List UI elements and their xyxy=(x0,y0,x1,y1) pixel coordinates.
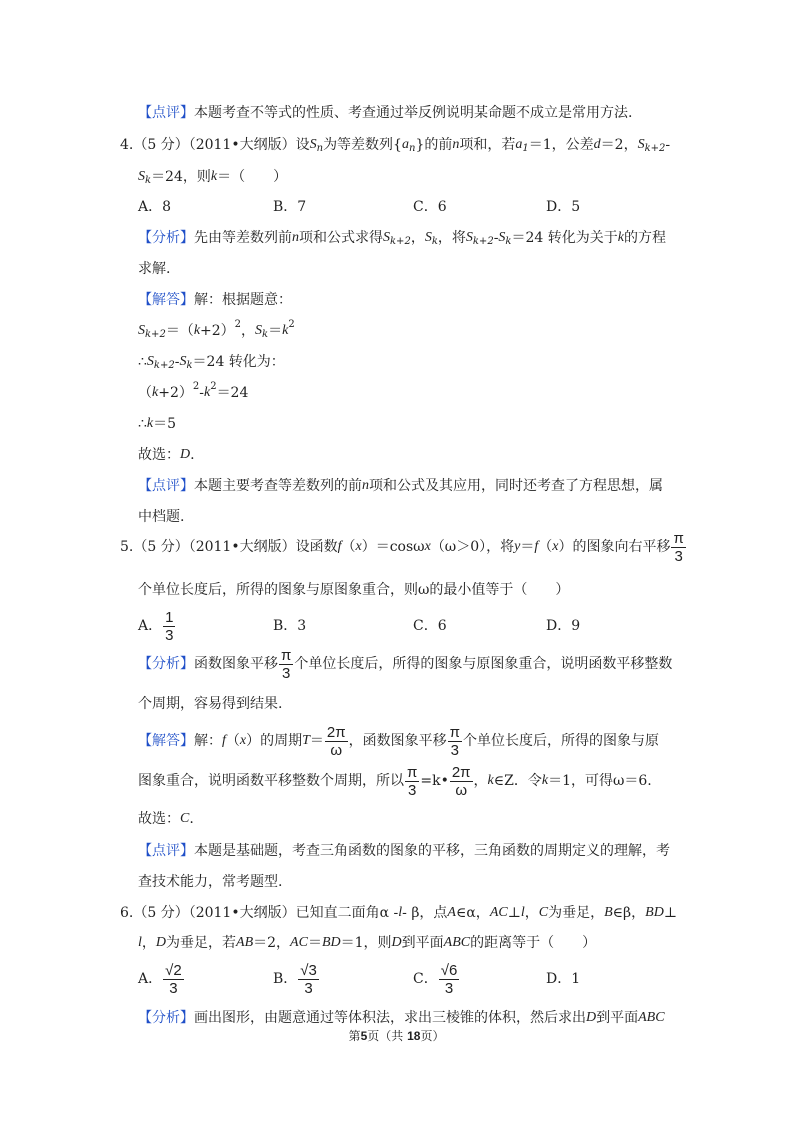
text: ＝1，可得ω＝6. xyxy=(548,773,652,789)
option-B xyxy=(273,615,306,637)
text: D．5 xyxy=(546,199,581,215)
text: ＝24 xyxy=(216,385,249,401)
numerator: π xyxy=(673,529,684,547)
option-A xyxy=(138,609,176,644)
text: ， xyxy=(241,323,256,339)
text: 为垂足，若 xyxy=(166,935,237,951)
section-tag: 【解答】 xyxy=(138,292,194,308)
math-variable: ABC xyxy=(638,1010,665,1025)
numerator: π xyxy=(449,723,460,741)
text-line xyxy=(138,227,666,249)
text: 个单位长度后，所得的图象与原图象重合，说明函数平移整数 xyxy=(294,656,673,672)
math-variable: f xyxy=(337,539,342,554)
math-variable: S xyxy=(465,230,473,245)
text: （ω＞0），将 xyxy=(430,539,515,555)
math-variable: k xyxy=(487,773,494,788)
text: 故选： xyxy=(138,811,180,827)
denominator: 3 xyxy=(444,979,454,997)
option-D xyxy=(546,196,580,218)
subscript: 1 xyxy=(522,143,529,154)
text: ， xyxy=(524,905,539,921)
denominator: 3 xyxy=(169,979,178,997)
math-variable: k xyxy=(617,230,624,245)
text: A． xyxy=(138,618,163,634)
text: ＝2， xyxy=(253,935,291,951)
text-line xyxy=(138,646,673,682)
math-variable: n xyxy=(292,230,299,245)
section-tag: 【分析】 xyxy=(138,230,194,246)
denominator: ω xyxy=(330,741,343,759)
text: ＝24 转化为： xyxy=(192,354,285,370)
text-line xyxy=(138,840,670,862)
numerator: √2 xyxy=(165,961,182,979)
math-variable: k xyxy=(152,385,159,400)
text-line xyxy=(138,579,569,601)
text: 的距离等于（ ） xyxy=(470,935,597,951)
text-line xyxy=(138,1007,665,1029)
text: ）＝cosω xyxy=(361,539,425,555)
math-variable: C xyxy=(538,905,549,920)
question-line xyxy=(120,529,687,565)
math-variable: D xyxy=(391,935,402,950)
subscript: k+2 xyxy=(644,143,666,154)
text: （ xyxy=(341,539,356,555)
superscript: 2 xyxy=(288,319,295,330)
fraction xyxy=(325,724,348,759)
text: 解： xyxy=(194,733,222,749)
text: 为等差数列{ xyxy=(323,137,402,153)
text: +2） xyxy=(158,385,193,401)
subscript: k+2 xyxy=(145,329,166,340)
text: ＝ xyxy=(307,935,322,951)
text: ＝ xyxy=(520,539,535,555)
text-line xyxy=(138,166,287,188)
math-variable: n xyxy=(452,137,460,152)
page-footer: 第5页（共 18页） xyxy=(348,1029,445,1043)
math-variable: S xyxy=(138,169,145,184)
text: 到平面 xyxy=(596,1010,639,1026)
numerator: π xyxy=(281,646,292,664)
denominator: 3 xyxy=(304,979,313,997)
denominator: 3 xyxy=(674,547,683,565)
text: 先由等差数列前 xyxy=(194,230,292,246)
superscript: 2 xyxy=(192,381,200,392)
numerator: 1 xyxy=(165,608,174,626)
math-variable: C xyxy=(180,811,190,826)
text-line xyxy=(138,871,282,893)
math-variable: S xyxy=(383,230,390,245)
subscript: k xyxy=(505,236,512,247)
subscript: k+2 xyxy=(390,236,411,247)
section-tag: 【点评】 xyxy=(138,478,194,494)
text-line xyxy=(138,763,652,799)
text: 个周期，容易得到结果. xyxy=(138,696,283,712)
text: ∴ xyxy=(138,416,147,432)
text: 个单位长度后，所得的图象与原图象重合，则ω的最小值等于（ ） xyxy=(138,582,570,598)
question-line xyxy=(120,902,677,924)
numerator: √6 xyxy=(440,961,458,979)
section-tag: 【点评】 xyxy=(138,843,194,859)
subscript: k xyxy=(186,360,193,371)
section-tag: 【点评】 xyxy=(138,105,194,121)
text-line xyxy=(138,258,170,280)
text: 的方程 xyxy=(623,230,666,246)
subscript: n xyxy=(316,143,324,154)
text: 项和公式及其应用，同时还考查了方程思想，属 xyxy=(369,478,663,494)
fraction xyxy=(163,609,175,644)
text: 项和，若 xyxy=(459,137,516,153)
text: ＝1，则 xyxy=(340,935,392,951)
text-line xyxy=(138,808,194,830)
math-variable: S xyxy=(138,323,145,338)
text: - xyxy=(493,230,499,246)
text: - xyxy=(199,385,204,401)
option-D xyxy=(546,968,580,990)
math-variable: S xyxy=(179,354,187,369)
text-line xyxy=(138,475,663,497)
text: ）的周期 xyxy=(246,733,303,749)
denominator: 3 xyxy=(450,741,459,759)
text: C．6 xyxy=(413,618,447,634)
text-line xyxy=(138,413,176,435)
math-variable: D xyxy=(586,1010,597,1025)
math-variable: k xyxy=(210,169,218,184)
subscript: k+2 xyxy=(153,360,175,371)
text: 个单位长度后，所得的图象与原 xyxy=(462,733,659,749)
text-line xyxy=(138,102,632,124)
text: 本题是基础题，考查三角函数的图象的平移，三角函数的周期定义的理解，考 xyxy=(194,843,670,859)
text: ， xyxy=(473,773,488,789)
math-variable: k xyxy=(203,385,211,400)
option-B xyxy=(273,196,306,218)
denominator: ω xyxy=(455,781,468,799)
math-variable: S xyxy=(146,354,154,369)
math-variable: f xyxy=(222,733,226,748)
math-variable: l xyxy=(520,905,525,920)
text: +2） xyxy=(200,323,235,339)
section-tag: 【分析】 xyxy=(138,1010,194,1026)
math-variable: A xyxy=(447,905,456,920)
text: ∈β， xyxy=(612,905,646,921)
section-tag: 【分析】 xyxy=(138,656,194,672)
text: ⊥ xyxy=(663,905,677,921)
text-line xyxy=(138,693,282,715)
subscript: k xyxy=(262,329,269,340)
numerator: √3 xyxy=(300,961,317,979)
fraction xyxy=(163,962,184,997)
math-variable: S xyxy=(498,230,506,245)
math-variable: k xyxy=(541,773,549,788)
numerator: π xyxy=(407,763,418,781)
math-variable: k xyxy=(146,416,154,431)
text: 画出图形，由题意通过等体积法，求出三棱锥的体积，然后求出 xyxy=(194,1010,586,1026)
text: ＝5 xyxy=(153,416,177,432)
text-line xyxy=(138,506,184,528)
math-variable: S xyxy=(309,137,317,152)
fraction xyxy=(448,724,462,759)
math-variable: ABC xyxy=(443,935,471,950)
text: ＝24，则 xyxy=(151,169,211,185)
superscript: 2 xyxy=(210,381,217,392)
text: C．6 xyxy=(413,199,447,215)
fraction xyxy=(439,962,460,997)
answer-options xyxy=(138,196,658,218)
text: （ xyxy=(538,539,553,555)
text: ＝ xyxy=(309,733,324,749)
text: 4.（5 分）（2011•大纲版）设 xyxy=(120,137,310,153)
text: ＝（ ） xyxy=(217,169,288,185)
text: ＝ xyxy=(268,323,283,339)
option-B xyxy=(273,962,320,997)
math-variable: D xyxy=(180,447,191,462)
math-variable: S xyxy=(424,230,432,245)
text-line xyxy=(138,320,295,342)
text: - β，点 xyxy=(402,905,448,921)
text: 函数图象平移 xyxy=(194,656,278,672)
text: . xyxy=(189,811,194,827)
math-variable: n xyxy=(362,478,369,493)
text-line xyxy=(138,444,195,466)
fraction xyxy=(279,647,293,682)
denominator: 3 xyxy=(165,626,174,644)
math-variable: y xyxy=(514,539,521,554)
text: ）的图象向右平移 xyxy=(558,539,671,555)
text: （ xyxy=(225,733,240,749)
math-variable: AC xyxy=(489,905,508,920)
text: =k• xyxy=(420,773,449,789)
text: 5.（5 分）（2011•大纲版）设函数 xyxy=(120,539,338,555)
text-line xyxy=(138,382,248,404)
answer-options xyxy=(138,608,658,644)
math-variable: T xyxy=(302,733,310,748)
option-D xyxy=(546,615,580,637)
text-line xyxy=(138,723,659,759)
math-variable: x xyxy=(424,539,431,554)
text: B．3 xyxy=(273,618,307,634)
text-line xyxy=(138,351,285,373)
math-variable: AB xyxy=(236,935,254,950)
text: ，将 xyxy=(437,230,466,246)
text: 故选： xyxy=(138,447,180,463)
text: 解：根据题意： xyxy=(194,292,292,308)
math-variable: a xyxy=(515,137,523,152)
text: B． xyxy=(273,971,298,987)
text: D．1 xyxy=(546,971,581,987)
subscript: k xyxy=(145,175,152,186)
text: 图象重合，说明函数平移整数个周期，所以 xyxy=(138,773,404,789)
numerator: 2π xyxy=(326,723,346,741)
math-variable: k xyxy=(193,323,201,338)
math-variable: S xyxy=(637,137,645,152)
math-variable: D xyxy=(155,935,167,950)
denominator: 3 xyxy=(282,664,291,682)
text: ∈α， xyxy=(455,905,490,921)
text: 中档题. xyxy=(138,509,185,525)
text: 本题主要考查等差数列的前 xyxy=(194,478,362,494)
math-variable: BD xyxy=(645,905,664,920)
math-variable: d xyxy=(593,137,601,152)
math-variable: B xyxy=(604,905,613,920)
text: 到平面 xyxy=(401,935,444,951)
option-C xyxy=(413,196,447,218)
text: 项和公式求得 xyxy=(299,230,383,246)
text: A． xyxy=(138,971,163,987)
numerator: 2π xyxy=(451,763,471,781)
text: 6.（5 分）（2011•大纲版）已知直二面角α - xyxy=(120,905,399,921)
text: ＝24 转化为关于 xyxy=(511,230,618,246)
text: D．9 xyxy=(546,618,581,634)
text: ， xyxy=(410,230,425,246)
subscript: n xyxy=(408,143,416,154)
math-variable: x xyxy=(552,539,559,554)
answer-options xyxy=(138,961,658,997)
text: }的前 xyxy=(415,137,453,153)
math-variable: f xyxy=(534,539,539,554)
text-line xyxy=(138,932,596,954)
text: C． xyxy=(413,971,438,987)
text: B．7 xyxy=(273,199,307,215)
fraction xyxy=(298,962,319,997)
math-variable: a xyxy=(401,137,409,152)
text: ＝2， xyxy=(600,137,638,153)
math-variable: x xyxy=(355,539,362,554)
fraction xyxy=(405,764,419,799)
text: （ xyxy=(138,385,152,401)
text: ⊥ xyxy=(507,905,521,921)
text: ＝1，公差 xyxy=(528,137,594,153)
text: ＝（ xyxy=(165,323,194,339)
math-variable: S xyxy=(255,323,263,338)
text: ， xyxy=(141,935,156,951)
option-A xyxy=(138,196,171,218)
text: ∈Z．令 xyxy=(493,773,542,789)
section-tag: 【解答】 xyxy=(138,733,194,749)
superscript: 2 xyxy=(234,319,242,330)
math-variable: x xyxy=(239,733,247,748)
fraction xyxy=(450,764,473,799)
math-variable: BD xyxy=(321,935,341,950)
text: - xyxy=(665,137,671,153)
subscript: k+2 xyxy=(472,236,494,247)
text: 求解. xyxy=(138,261,171,277)
subscript: k xyxy=(431,236,438,247)
math-variable: AC xyxy=(290,935,308,950)
text: ∴ xyxy=(138,354,147,370)
text: A．8 xyxy=(138,199,172,215)
question-line xyxy=(120,134,670,156)
text: 本题考查不等式的性质、考查通过举反例说明某命题不成立是常用方法. xyxy=(194,105,633,121)
math-variable: l xyxy=(138,935,142,950)
text: - xyxy=(174,354,180,370)
math-variable: k xyxy=(282,323,289,338)
fraction xyxy=(671,530,685,565)
text: 查技术能力，常考题型. xyxy=(138,874,283,890)
option-C xyxy=(413,962,460,997)
denominator: 3 xyxy=(408,781,417,799)
math-variable: l xyxy=(398,905,403,920)
text-line xyxy=(138,289,292,311)
option-A xyxy=(138,962,185,997)
option-C xyxy=(413,615,447,637)
text: 为垂足， xyxy=(548,905,605,921)
text: . xyxy=(190,447,195,463)
text: ，函数图象平移 xyxy=(348,733,447,749)
